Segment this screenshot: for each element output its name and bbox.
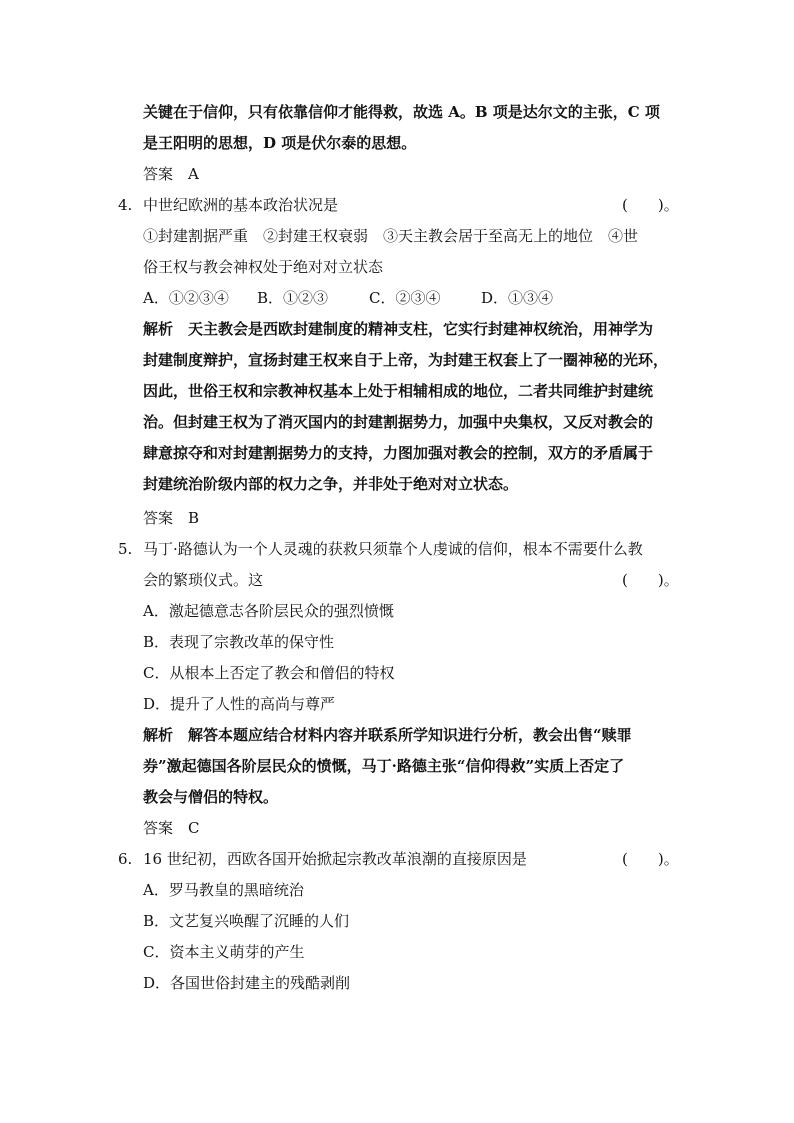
q4-option-a: A．①②③④	[143, 289, 229, 307]
q4-items-line-2: 俗王权与教会神权处于绝对对立状态	[143, 258, 384, 276]
answer-q4: 答案 B	[143, 509, 200, 527]
q5-stem-line-2: 会的繁琐仪式。这	[143, 571, 264, 589]
q6-number: 6.	[118, 850, 133, 868]
q4-option-c: C．②③④	[369, 289, 441, 307]
q4-analysis-line-5: 肆意掠夺和对封建割据势力的支持，力图加强对教会的控制，双方的矛盾属于	[143, 444, 654, 462]
q6-option-a: A．罗马教皇的黑暗统治	[143, 881, 304, 899]
q5-option-a: A．激起德意志各阶层民众的强烈愤慨	[143, 602, 394, 620]
q6-answer-blank: ( )。	[622, 850, 679, 868]
q4-answer-blank: ( )。	[622, 196, 679, 214]
q4-analysis-line-2: 封建制度辩护，宣扬封建王权来自于上帝，为封建王权套上了一圈神秘的光环，	[143, 351, 669, 369]
q4-analysis-line-6: 封建统治阶级内部的权力之争，并非处于绝对对立状态。	[143, 475, 519, 493]
q4-number: 4.	[118, 196, 133, 214]
q4-option-b: B．①②③	[257, 289, 329, 307]
q5-analysis-line-2: 券”激起德国各阶层民众的愤慨，马丁·路德主张“信仰得救”实质上否定了	[143, 757, 625, 775]
answer-q3: 答案 A	[143, 165, 199, 183]
q6-option-b: B．文艺复兴唤醒了沉睡的人们	[143, 912, 350, 930]
analysis-continued-line-2: 是王阳明的思想，D 项是伏尔泰的思想。	[143, 134, 417, 152]
q5-analysis-line-3: 教会与僧侣的特权。	[143, 788, 279, 806]
analysis-continued-line-1: 关键在于信仰，只有依靠信仰才能得救，故选 A。B 项是达尔文的主张，C 项	[143, 103, 660, 121]
q5-analysis-line-1: 解析 解答本题应结合材料内容并联系所学知识进行分析，教会出售“赎罪	[143, 726, 632, 744]
q6-option-c: C．资本主义萌芽的产生	[143, 943, 305, 961]
q5-option-d: D．提升了人性的高尚与尊严	[143, 695, 336, 713]
q5-answer-blank: ( )。	[622, 571, 679, 589]
q4-analysis-line-4: 治。但封建王权为了消灭国内的封建割据势力，加强中央集权，又反对教会的	[143, 413, 654, 431]
q6-option-d: D．各国世俗封建主的残酷剥削	[143, 974, 351, 992]
q6-stem: 16 世纪初，西欧各国开始掀起宗教改革浪潮的直接原因是	[143, 850, 527, 868]
q5-number: 5.	[118, 540, 133, 558]
q4-option-d: D．①③④	[481, 289, 554, 307]
q4-stem: 中世纪欧洲的基本政治状况是	[143, 196, 339, 214]
q4-items-line-1: ①封建割据严重 ②封建王权衰弱 ③天主教会居于至高无上的地位 ④世	[143, 227, 639, 245]
q5-option-c: C．从根本上否定了教会和僧侣的特权	[143, 664, 395, 682]
q5-stem-line-1: 马丁·路德认为一个人灵魂的获救只须靠个人虔诚的信仰，根本不需要什么教	[143, 540, 643, 558]
q4-analysis-line-1: 解析 天主教会是西欧封建制度的精神支柱，它实行封建神权统治，用神学为	[143, 320, 654, 338]
q4-analysis-line-3: 因此，世俗王权和宗教神权基本上处于相辅相成的地位，二者共同维护封建统	[143, 382, 654, 400]
q5-option-b: B．表现了宗教改革的保守性	[143, 633, 335, 651]
answer-q5: 答案 C	[143, 819, 200, 837]
